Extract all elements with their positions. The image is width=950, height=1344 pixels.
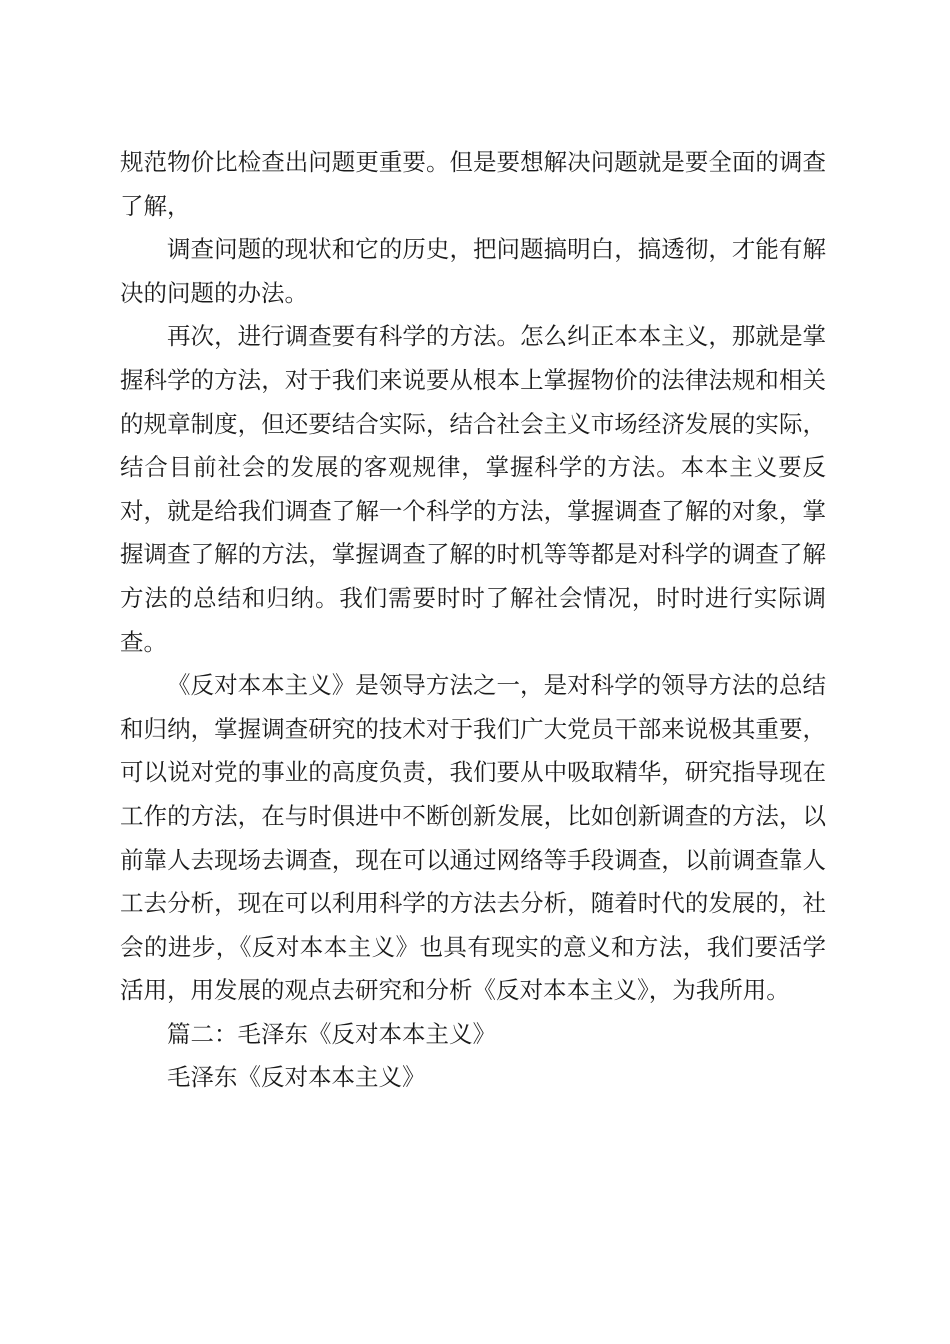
paragraph-4: 《反对本本主义》是领导方法之一，是对科学的领导方法的总结和归纳，掌握调查研究的技术对于我们广大党员干部来说极其重要，可以说对党的事业的高度负责，我们要从中吸取精华，研究指导现在工作的方法，在与时俱进中不断创新发展，比如创新调查的方法，以前靠人去现场去调查，现在可以通过网络等手段调查，以前调查靠人工去分析，现在可以利用科学的方法去分析，随着时代的发展的，社会的进步，《反对本本主义》也具有现实的意义和方法，我们要活学活用，用发展的观点去研究和分析《反对本本主义》，为我所用。: [120, 671, 826, 1005]
paragraph-2: 调查问题的现状和它的历史，把问题搞明白，搞透彻，才能有解决的问题的办法。: [120, 235, 826, 307]
article-title: 毛泽东《反对本本主义》: [167, 1063, 426, 1092]
paragraph-3: 再次，进行调查要有科学的方法。怎么纠正本本主义，那就是掌握科学的方法，对于我们来说要从根本上掌握物价的法律法规和相关的规章制度，但还要结合实际，结合社会主义市场经济发展的实际，结合目前社会的发展的客观规律，掌握科学的方法。本本主义要反对，就是给我们调查了解一个科学的方法，掌握调查了解的对象，掌握调查了解的方法，掌握调查了解的时机等等都是对科学的调查了解方法的总结和归纳。我们需要时时了解社会情况，时时进行实际调查。: [120, 322, 826, 656]
section-heading: 篇二：毛泽东《反对本本主义》: [167, 1019, 496, 1048]
document-body: [120, 141, 826, 1100]
paragraph-1: 规范物价比检查出问题更重要。但是要想解决问题就是要全面的调查了解，: [120, 148, 826, 220]
